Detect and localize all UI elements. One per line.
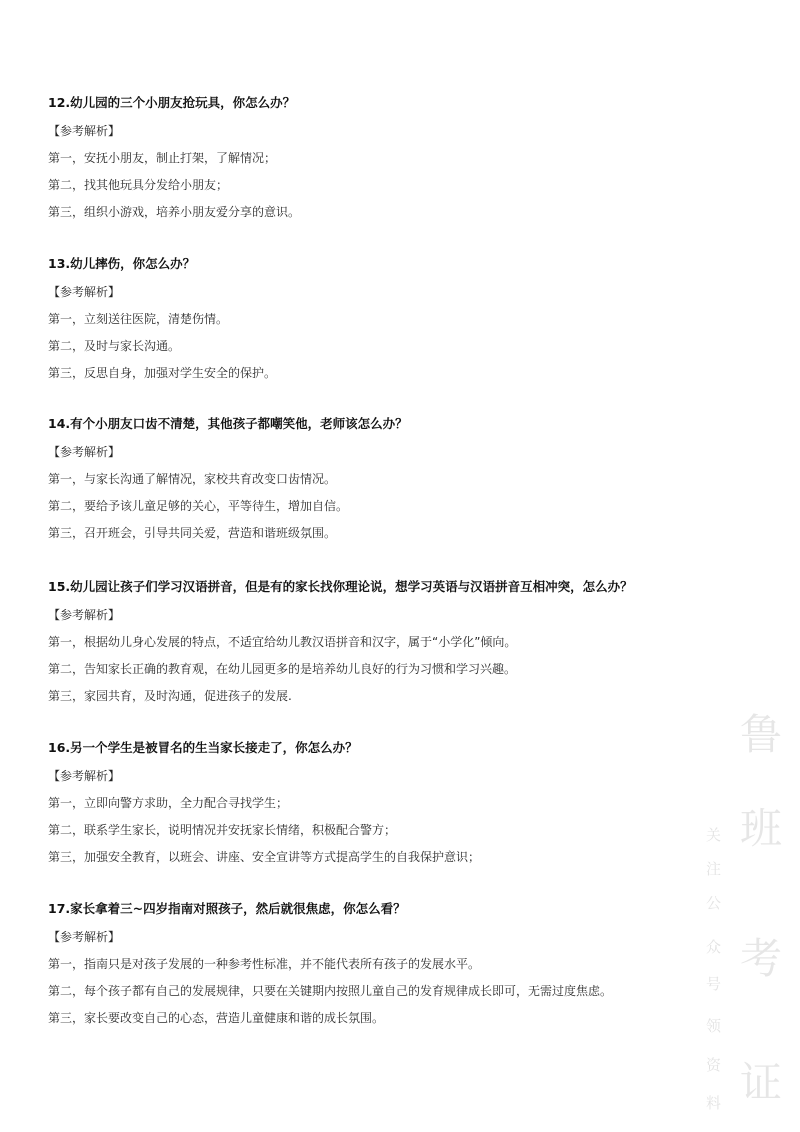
reference-analysis-tag: 【参考解析】	[48, 608, 121, 622]
answer-line: 第二，要给予该儿童足够的关心，平等待生，增加自信。	[48, 499, 349, 513]
answer-line: 第二，告知家长正确的教育观，在幼儿园更多的是培养幼儿良好的行为习惯和学习兴趣。	[48, 662, 517, 676]
answer-line: 第三，加强安全教育，以班会、讲座、安全宣讲等方式提高学生的自我保护意识；	[48, 850, 481, 864]
reference-analysis-tag: 【参考解析】	[48, 124, 121, 138]
question-block	[48, 416, 748, 541]
watermark-small-character: 领	[706, 1017, 722, 1035]
answer-line: 第一，指南只是对孩子发展的一种参考性标准，并不能代表所有孩子的发展水平。	[48, 957, 481, 971]
question-title: 16.另一个学生是被冒名的生当家长接走了，你怎么办？	[48, 740, 358, 755]
question-block	[48, 579, 748, 704]
reference-analysis-tag: 【参考解析】	[48, 769, 121, 783]
question-block	[48, 740, 748, 865]
question-block	[48, 256, 748, 381]
question-block	[48, 95, 748, 220]
watermark-small-character: 资	[706, 1056, 722, 1074]
answer-line: 第一，根据幼儿身心发展的特点，不适宜给幼儿教汉语拼音和汉字，属于“小学化”倾向。	[48, 635, 517, 649]
question-title: 17.家长拿着三~四岁指南对照孩子，然后就很焦虑，你怎么看？	[48, 901, 406, 916]
reference-analysis-tag: 【参考解析】	[48, 445, 121, 459]
watermark-character: 考	[740, 934, 783, 983]
reference-analysis-tag: 【参考解析】	[48, 930, 121, 944]
answer-line: 第一，立即向警方求助，全力配合寻找学生；	[48, 796, 289, 810]
answer-line: 第二，及时与家长沟通。	[48, 339, 181, 353]
watermark-small-character: 注	[706, 860, 722, 878]
answer-line: 第三，召开班会，引导共同关爱，营造和谐班级氛围。	[48, 526, 337, 540]
answer-line: 第三，反思自身，加强对学生安全的保护。	[48, 366, 277, 380]
answer-line: 第二，每个孩子都有自己的发展规律，只要在关键期内按照儿童自己的发育规律成长即可，无需过度焦虑。	[48, 984, 613, 998]
answer-line: 第三，家园共育，及时沟通，促进孩子的发展.	[48, 689, 292, 703]
watermark-small-character: 关	[706, 826, 722, 844]
watermark-character: 班	[740, 804, 783, 853]
watermark-small-character: 号	[706, 975, 722, 993]
question-title: 14.有个小朋友口齿不清楚，其他孩子都嘲笑他，老师该怎么办？	[48, 416, 408, 431]
reference-analysis-tag: 【参考解析】	[48, 285, 121, 299]
answer-line: 第一，安抚小朋友，制止打架，了解情况；	[48, 151, 277, 165]
watermark-small-character: 料	[706, 1094, 722, 1112]
answer-line: 第一，立刻送往医院，清楚伤情。	[48, 312, 229, 326]
answer-line: 第二，找其他玩具分发给小朋友；	[48, 178, 229, 192]
question-title: 13.幼儿摔伤，你怎么办？	[48, 256, 196, 271]
answer-line: 第三，家长要改变自己的心态，营造儿童健康和谐的成长氛围。	[48, 1011, 385, 1025]
question-block	[48, 901, 748, 1026]
watermark-small-character: 众	[706, 938, 722, 956]
watermark-small-character: 公	[706, 894, 722, 912]
answer-line: 第三，组织小游戏，培养小朋友爱分享的意识。	[48, 205, 301, 219]
watermark-character: 证	[740, 1058, 783, 1107]
question-title: 15.幼儿园让孩子们学习汉语拼音，但是有的家长找你理论说，想学习英语与汉语拼音互相冲突，怎么办？	[48, 579, 633, 594]
answer-line: 第二，联系学生家长，说明情况并安抚家长情绪，积极配合警方；	[48, 823, 397, 837]
watermark-character: 鲁	[740, 710, 783, 759]
answer-line: 第一，与家长沟通了解情况，家校共育改变口齿情况。	[48, 472, 337, 486]
question-title: 12.幼儿园的三个小朋友抢玩具，你怎么办？	[48, 95, 296, 110]
